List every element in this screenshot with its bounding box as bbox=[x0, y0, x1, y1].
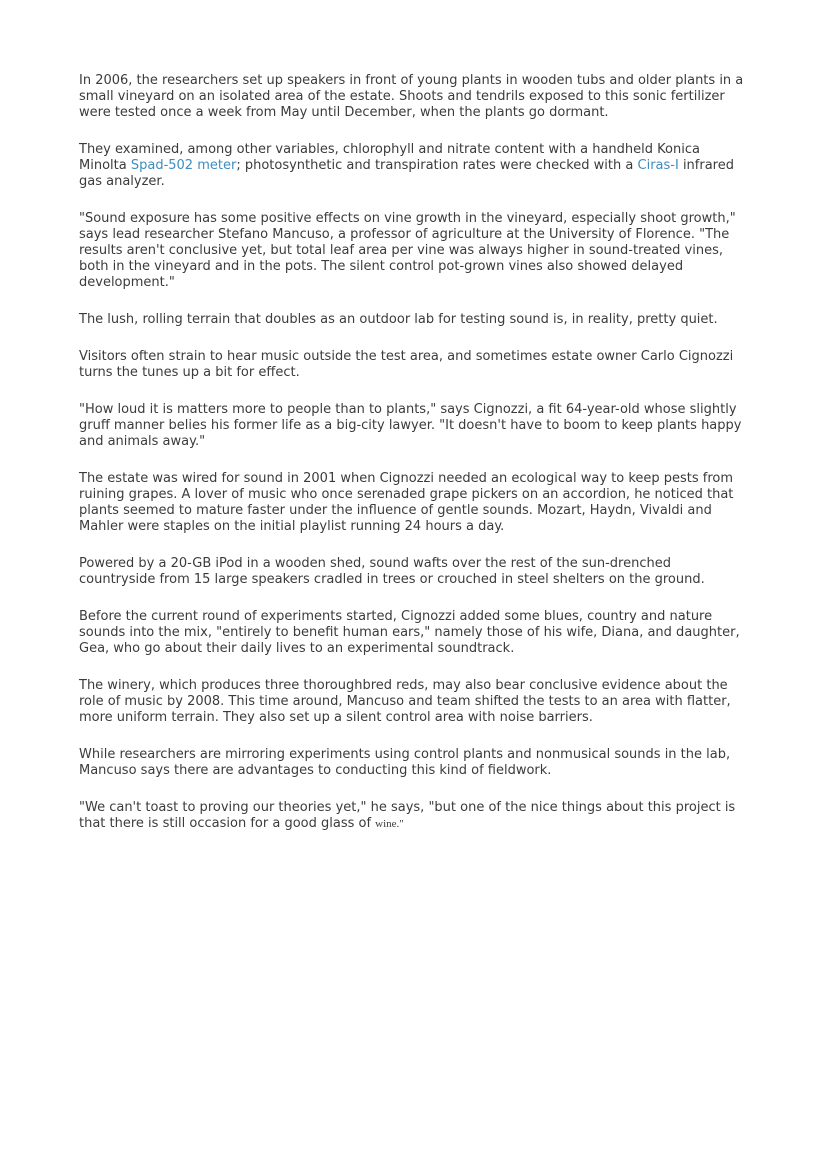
article-paragraph: The lush, rolling terrain that doubles as an outdoor lab for testing sound is, in reality, pretty quiet. bbox=[79, 312, 718, 327]
text-run: "We can't toast to proving our theories yet," he says, "but one of the nice things about this project is that there is still occasion for a good glass of bbox=[79, 800, 736, 831]
article-paragraph: Visitors often strain to hear music outside the test area, and sometimes estate owner Carlo Cignozzi turns the tunes up a bit for effect. bbox=[79, 349, 734, 380]
article-paragraph: In 2006, the researchers set up speakers in front of young plants in wooden tubs and older plants in a small vineyard on an isolated area of the estate. Shoots and tendrils exposed to this sonic fertilizer were tested once a week from May until December, when the plants go dormant. bbox=[79, 73, 744, 120]
text-run: infrared gas analyzer. bbox=[79, 158, 734, 189]
article-paragraph: Before the current round of experiments started, Cignozzi added some blues, country and nature sounds into the mix, "entirely to benefit human ears," namely those of his wife, Diana, and daughter, Gea, who go about their daily lives to an experimental soundtrack. bbox=[79, 609, 740, 656]
article-paragraph: The winery, which produces three thoroughbred reds, may also bear conclusive evidence about the role of music by 2008. This time around, Mancuso and team shifted the tests to an area with flatter, more uniform terrain. They also set up a silent control area with noise barriers. bbox=[79, 678, 731, 725]
text-run: ; photosynthetic and transpiration rates were checked with a bbox=[236, 158, 638, 173]
article-paragraph: While researchers are mirroring experiments using control plants and nonmusical sounds in the lab, Mancuso says there are advantages to conducting this kind of fieldwork. bbox=[79, 747, 731, 778]
link-ciras-i[interactable]: Ciras-I bbox=[637, 158, 679, 173]
link-spad-502-meter[interactable]: Spad-502 meter bbox=[130, 158, 237, 173]
text-run: They examined, among other variables, chlorophyll and nitrate content with a handheld Konica Minolta bbox=[79, 142, 700, 173]
article-paragraph bbox=[79, 142, 749, 190]
article-paragraph: "How loud it is matters more to people than to plants," says Cignozzi, a fit 64-year-old whose slightly gruff manner belies his former life as a big-city lawyer. "It doesn't have to boom to keep plants happy and animals away." bbox=[79, 402, 742, 449]
article-paragraph bbox=[79, 800, 749, 832]
article-paragraph: The estate was wired for sound in 2001 when Cignozzi needed an ecological way to keep pests from ruining grapes. A lover of music who once serenaded grape pickers on an accordion, he noticed that plants seemed to mature faster under the influence of gentle sounds. Mozart, Haydn, Vivaldi and Mahler were staples on the initial playlist running 24 hours a day. bbox=[79, 471, 734, 534]
article-paragraph: "Sound exposure has some positive effects on vine growth in the vineyard, especially shoot growth," says lead researcher Stefano Mancuso, a professor of agriculture at the University of Florence. "The results aren't conclusive yet, but total leaf area per vine was always higher in sound-treated vines, both in the vineyard and in the pots. The silent control pot-grown vines also showed delayed development." bbox=[79, 211, 736, 290]
small-serif-text: wine." bbox=[375, 818, 404, 830]
article-paragraph: Powered by a 20-GB iPod in a wooden shed, sound wafts over the rest of the sun-drenched countryside from 15 large speakers cradled in trees or crouched in steel shelters on the ground. bbox=[79, 556, 705, 587]
